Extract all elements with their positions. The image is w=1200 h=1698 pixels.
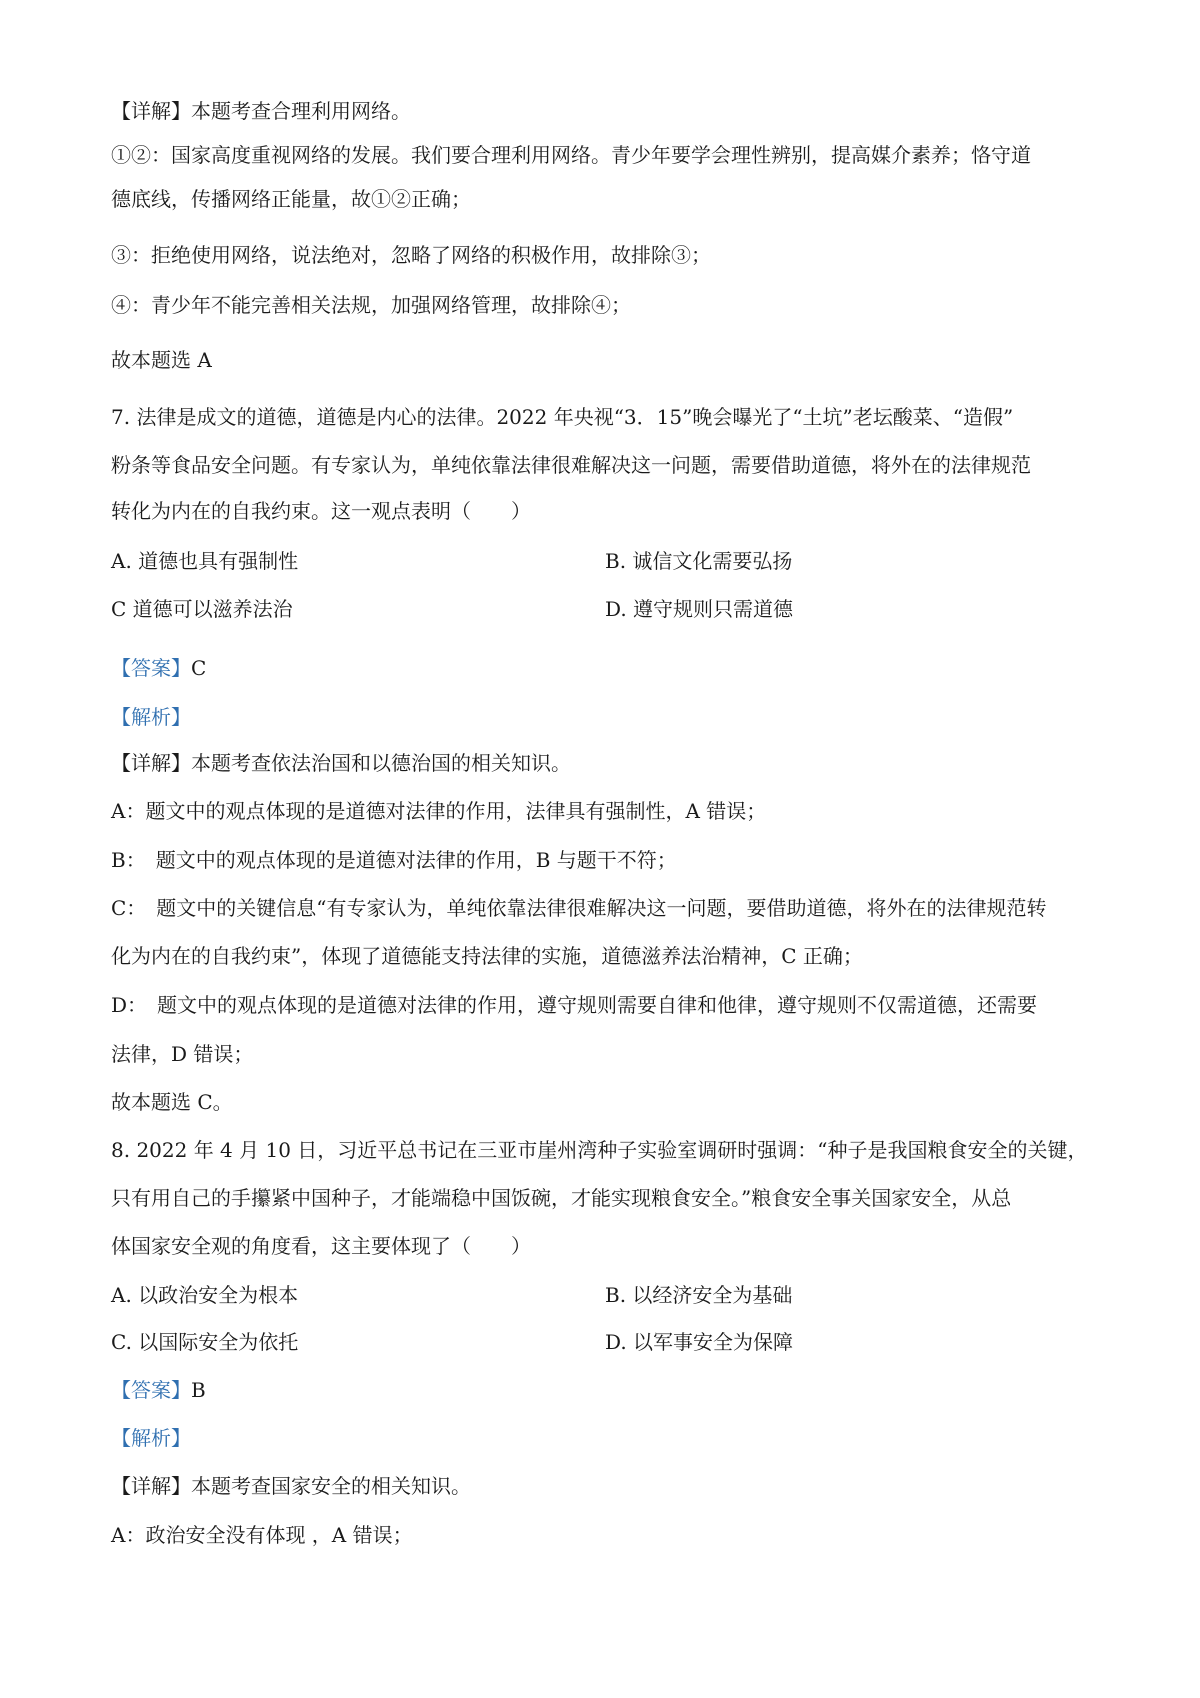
question-stem-line: 7. 法律是成文的道德，道德是内心的法律。2022 年央视“3．15”晚会曝光了“土坑”老坛酸菜、“造假” [111,405,1014,429]
explanation-line: A：题文中的观点体现的是道德对法律的作用，法律具有强制性，A 错误； [111,799,767,823]
explanation-line: B： 题文中的观点体现的是道德对法律的作用，B 与题干不符； [111,848,677,872]
answer-line [111,1375,206,1405]
option-a: A. 道德也具有强制性 [111,549,299,573]
detail-label: 【详解】 [111,751,191,775]
question-stem-line: 8. 2022 年 4 月 10 日，习近平总书记在三亚市崖州湾种子实验室调研时强调：“种子是我国粮食安全的关键， [111,1138,1088,1162]
explanation-line: D： 题文中的观点体现的是道德对法律的作用，遵守规则需要自律和他律，遵守规则不仅需道德，还需要 [111,993,1038,1017]
analysis-label: 【解析】 [111,705,191,729]
detail-line [111,1471,471,1501]
paragraph-line: 德底线，传播网络正能量，故①②正确； [111,187,471,211]
option-c: C 道德可以滋养法治 [111,597,293,621]
paragraph-line: ①②：国家高度重视网络的发展。我们要合理利用网络。青少年要学会理性辨别，提高媒介素养；恪守道 [111,143,1031,167]
explanation-line: A：政治安全没有体现 ，A 错误； [111,1523,413,1547]
option-d: D. 以军事安全为保障 [605,1330,794,1354]
answer-label: 【答案】 [111,1378,191,1402]
detail-text: 本题考查国家安全的相关知识。 [191,1474,471,1498]
option-b: B. 以经济安全为基础 [605,1283,793,1307]
question-stem-line: 粉条等食品安全问题。有专家认为，单纯依靠法律很难解决这一问题，需要借助道德，将外在的法律规范 [111,453,1031,477]
option-a: A. 以政治安全为根本 [111,1283,299,1307]
option-b: B. 诚信文化需要弘扬 [605,549,793,573]
option-c: C. 以国际安全为依托 [111,1330,299,1354]
detail-text: 本题考查合理利用网络。 [191,99,411,123]
answer-line [111,653,206,683]
question-stem-line: 只有用自己的手攥紧中国种子，才能端稳中国饭碗，才能实现粮食安全。”粮食安全事关国家安全，从总 [111,1186,1012,1210]
detail-line [111,96,411,126]
answer-value: C [191,656,207,680]
answer-label: 【答案】 [111,656,191,680]
conclusion-line: 故本题选 C。 [111,1090,233,1114]
question-stem-line: 转化为内在的自我约束。这一观点表明（ ） [111,499,531,523]
conclusion-line: 故本题选 A [111,348,212,372]
question-stem-line: 体国家安全观的角度看，这主要体现了（ ） [111,1234,531,1258]
answer-value: B [191,1378,206,1402]
option-d: D. 遵守规则只需道德 [605,597,794,621]
detail-line [111,748,571,778]
detail-label: 【详解】 [111,99,191,123]
explanation-line: 化为内在的自我约束”，体现了道德能支持法律的实施，道德滋养法治精神，C 正确； [111,944,863,968]
paragraph-line: ③：拒绝使用网络，说法绝对，忽略了网络的积极作用，故排除③； [111,243,711,267]
analysis-label: 【解析】 [111,1426,191,1450]
explanation-line: 法律，D 错误； [111,1042,254,1066]
detail-text: 本题考查依法治国和以德治国的相关知识。 [191,751,571,775]
detail-label: 【详解】 [111,1474,191,1498]
paragraph-line: ④：青少年不能完善相关法规，加强网络管理，故排除④； [111,293,631,317]
explanation-line: C： 题文中的关键信息“有专家认为，单纯依靠法律很难解决这一问题，要借助道德，将外在的法律规范转 [111,896,1047,920]
